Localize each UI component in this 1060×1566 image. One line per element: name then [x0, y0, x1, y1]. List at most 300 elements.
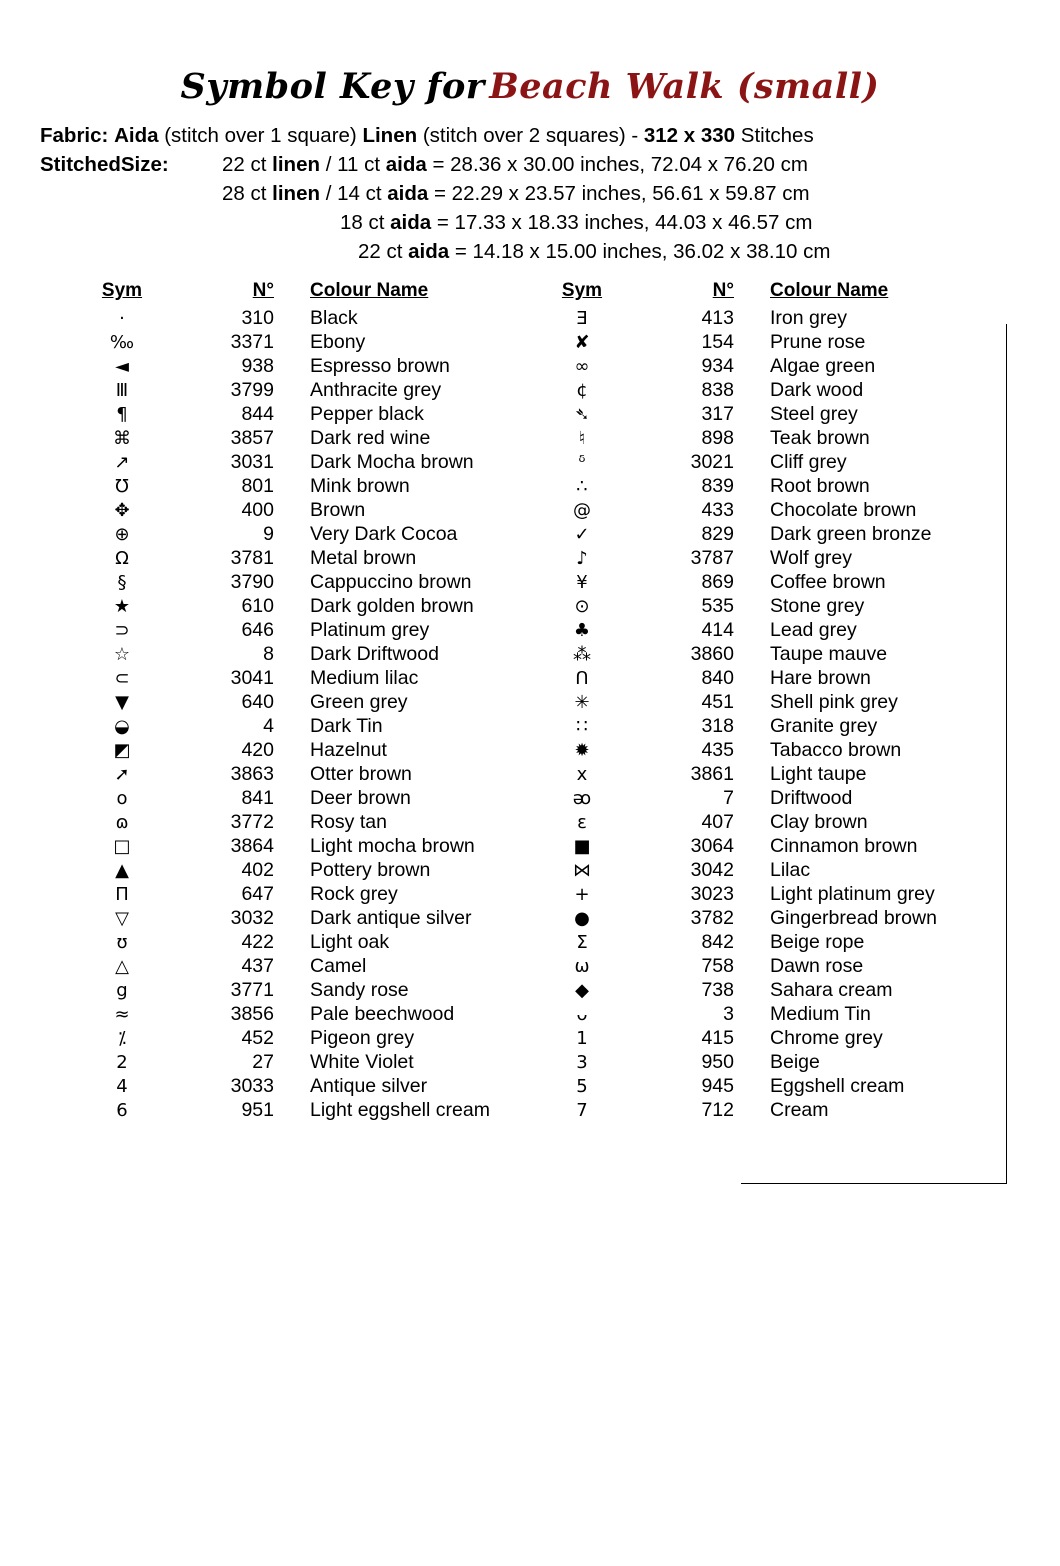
dmc-number-cell: 317: [701, 403, 734, 425]
colour-name-cell: Iron grey: [770, 307, 847, 329]
symbol-table-left: [78, 280, 538, 1122]
symbol-cell: ●: [574, 908, 590, 929]
colour-name-cell: Camel: [310, 955, 367, 977]
table-row: [538, 954, 998, 978]
symbol-cell: ◆: [575, 980, 589, 1001]
table-row: [78, 978, 538, 1002]
dmc-number-cell: 414: [701, 619, 734, 641]
dmc-number-cell: 7: [723, 787, 734, 809]
colour-name-cell: Ebony: [310, 331, 366, 353]
symbol-cell: Ⅲ: [115, 380, 129, 401]
table-row: [538, 1098, 998, 1122]
dmc-number-cell: 3772: [230, 811, 274, 833]
colour-name-cell: Metal brown: [310, 547, 417, 569]
colour-name-cell: Very Dark Cocoa: [310, 523, 458, 545]
symbol-key-tables: [0, 280, 1060, 1122]
table-row: [78, 858, 538, 882]
symbol-cell: Ω: [115, 548, 129, 569]
colour-name-cell: Dawn rose: [770, 955, 864, 977]
dmc-number-cell: 3064: [690, 835, 734, 857]
symbol-cell: g: [116, 980, 128, 1001]
table-row: [78, 330, 538, 354]
symbol-cell: §: [117, 572, 127, 593]
table-row: [538, 618, 998, 642]
dmc-number-cell: 869: [701, 571, 734, 593]
colour-name-cell: Algae green: [770, 355, 876, 377]
colour-name-cell: Stone grey: [770, 595, 865, 617]
table-row: [78, 618, 538, 642]
table-row: [538, 786, 998, 810]
size2-value: = 22.29 x 23.57 inches, 56.61 x 59.87 cm: [434, 182, 810, 205]
colour-name-cell: Antique silver: [310, 1075, 428, 1097]
table-row: [538, 1050, 998, 1074]
table-row: [78, 1026, 538, 1050]
symbol-cell: ⊕: [114, 524, 130, 545]
dmc-number-cell: 451: [701, 691, 734, 713]
symbol-cell: ¢: [576, 380, 588, 401]
colour-name-cell: Dark Driftwood: [310, 643, 439, 665]
fabric-aida: Aida: [114, 124, 159, 147]
colour-name-cell: Dark Mocha brown: [310, 451, 474, 473]
table-row: [538, 858, 998, 882]
colour-name-cell: Medium Tin: [770, 1003, 871, 1025]
key-box-right-border: [1006, 324, 1007, 1184]
dmc-number-cell: 422: [241, 931, 274, 953]
dmc-number-cell: 840: [701, 667, 734, 689]
dmc-number-cell: 844: [241, 403, 274, 425]
header-colour-name: Colour Name: [770, 280, 889, 301]
dmc-number-cell: 4: [263, 715, 274, 737]
colour-name-cell: Light platinum grey: [770, 883, 935, 905]
table-row: [78, 1050, 538, 1074]
symbol-cell: ∴: [576, 476, 588, 497]
colour-name-cell: White Violet: [310, 1051, 414, 1073]
symbol-cell: Ǝ: [576, 308, 588, 329]
key-box-bottom-border: [741, 1183, 1007, 1184]
colour-name-cell: Sandy rose: [310, 979, 409, 1001]
symbol-cell: ⊂: [114, 668, 130, 689]
colour-name-cell: Dark golden brown: [310, 595, 474, 617]
symbol-cell: ◄: [115, 356, 129, 377]
size2-fabric: linen: [272, 182, 320, 205]
stitched-size-label: StitchedSize:: [40, 153, 169, 176]
table-row: [538, 402, 998, 426]
symbol-cell: ▲: [115, 860, 129, 881]
table-body-right: [538, 306, 998, 1122]
colour-name-cell: Pottery brown: [310, 859, 431, 881]
fabric-linen-note: (stitch over 2 squares) -: [422, 124, 639, 147]
table-row: [538, 882, 998, 906]
colour-name-cell: Light oak: [310, 931, 390, 953]
symbol-cell: 4: [116, 1076, 128, 1097]
size2-sep: /: [325, 182, 332, 205]
table-row: [78, 1098, 538, 1122]
colour-name-cell: Dark antique silver: [310, 907, 472, 929]
dmc-number-cell: 3771: [230, 979, 274, 1001]
table-row: [78, 402, 538, 426]
symbol-table-right: [538, 280, 998, 1122]
table-row: [538, 570, 998, 594]
size2-count: 28 ct: [222, 182, 267, 205]
table-row: [538, 426, 998, 450]
table-row: [78, 762, 538, 786]
dmc-number-cell: 934: [701, 355, 734, 377]
symbol-cell: ℧: [115, 476, 129, 497]
table-row: [538, 378, 998, 402]
dmc-number-cell: 3799: [230, 379, 274, 401]
table-row: [538, 330, 998, 354]
dmc-number-cell: 841: [241, 787, 274, 809]
table-row: [538, 930, 998, 954]
table-row: [538, 546, 998, 570]
table-row: [538, 498, 998, 522]
dmc-number-cell: 3860: [690, 643, 734, 665]
colour-name-cell: Tabacco brown: [770, 739, 902, 761]
table-row: [78, 834, 538, 858]
symbol-cell: x: [576, 764, 588, 785]
header-sym: Sym: [561, 280, 603, 301]
table-row: [78, 690, 538, 714]
dmc-number-cell: 407: [701, 811, 734, 833]
table-row: [78, 906, 538, 930]
symbol-cell: ∷: [576, 716, 588, 737]
table-row: [78, 1074, 538, 1098]
colour-name-cell: Mink brown: [310, 475, 410, 497]
dmc-number-cell: 3021: [690, 451, 734, 473]
stitched-size-value-3: [222, 208, 1020, 237]
colour-name-cell: Sahara cream: [770, 979, 893, 1001]
colour-name-cell: Pale beechwood: [310, 1003, 455, 1025]
dmc-number-cell: 437: [241, 955, 274, 977]
dmc-number-cell: 945: [701, 1075, 734, 1097]
symbol-cell: ↗: [114, 452, 130, 473]
size1-count2: 11 ct: [337, 153, 381, 176]
dmc-number-cell: 3032: [230, 907, 274, 929]
colour-name-cell: Pigeon grey: [310, 1027, 415, 1049]
dmc-number-cell: 3023: [690, 883, 734, 905]
symbol-cell: Π: [115, 884, 129, 905]
colour-name-cell: Coffee brown: [770, 571, 886, 593]
symbol-cell: ✹: [574, 740, 590, 761]
size2-count2: 14 ct: [337, 182, 382, 205]
symbol-cell: 7: [576, 1100, 588, 1121]
symbol-cell: □: [113, 836, 131, 857]
stitched-size-row-2: [40, 179, 1020, 208]
colour-name-cell: Shell pink grey: [770, 691, 898, 713]
dmc-number-cell: 3371: [230, 331, 274, 353]
symbol-cell: Σ: [576, 932, 588, 953]
dmc-number-cell: 3861: [690, 763, 734, 785]
table-row: [538, 354, 998, 378]
dmc-number-cell: 400: [241, 499, 274, 521]
symbol-cell: ⁂: [573, 644, 591, 665]
header-num: N°: [252, 280, 274, 301]
colour-name-cell: Beige: [770, 1051, 820, 1073]
dmc-number-cell: 3: [723, 1003, 734, 1025]
colour-name-cell: Prune rose: [770, 331, 866, 353]
table-row: [538, 1002, 998, 1026]
colour-name-cell: Chrome grey: [770, 1027, 883, 1049]
table-row: [538, 978, 998, 1002]
symbol-cell: ¥: [576, 572, 588, 593]
table-row: [78, 642, 538, 666]
dmc-number-cell: 318: [701, 715, 734, 737]
colour-name-cell: Clay brown: [770, 811, 868, 833]
symbol-cell: ♪: [576, 548, 588, 569]
symbol-cell: ◒: [114, 716, 130, 737]
table-row: [538, 666, 998, 690]
stitched-size-spacer-4: [40, 237, 222, 266]
table-header-right: [538, 280, 998, 302]
symbol-cell: ✥: [114, 500, 130, 521]
symbol-cell: ⊃: [114, 620, 130, 641]
size1-sep: /: [325, 153, 332, 176]
dmc-number-cell: 3033: [230, 1075, 274, 1097]
dmc-number-cell: 8: [263, 643, 274, 665]
symbol-cell: 1: [576, 1028, 588, 1049]
dmc-number-cell: 3781: [230, 547, 274, 569]
symbol-cell: ∞: [574, 356, 590, 377]
table-row: [78, 714, 538, 738]
colour-name-cell: Taupe mauve: [770, 643, 888, 665]
fabric-line: [40, 121, 1020, 150]
stitched-size-row-1: [40, 150, 1020, 179]
table-row: [538, 738, 998, 762]
symbol-cell: ⌘: [113, 428, 131, 449]
dmc-number-cell: 938: [241, 355, 274, 377]
symbol-cell: ◩: [113, 740, 131, 761]
colour-name-cell: Cinnamon brown: [770, 835, 918, 857]
size3-count: 18 ct: [340, 211, 385, 234]
dmc-number-cell: 758: [701, 955, 734, 977]
table-row: [538, 450, 998, 474]
dmc-number-cell: 951: [241, 1099, 274, 1121]
table-row: [78, 450, 538, 474]
stitched-size-spacer-2: [40, 179, 222, 208]
symbol-cell: ¶: [116, 404, 128, 425]
dmc-number-cell: 647: [241, 883, 274, 905]
colour-name-cell: Steel grey: [770, 403, 858, 425]
table-row: [538, 762, 998, 786]
dmc-number-cell: 640: [241, 691, 274, 713]
header-colour-name: Colour Name: [310, 280, 429, 301]
symbol-cell: ≈: [114, 1004, 130, 1025]
symbol-cell: ➚: [114, 764, 130, 785]
table-row: [538, 690, 998, 714]
size3-fabric: aida: [390, 211, 432, 234]
table-row: [78, 498, 538, 522]
dmc-number-cell: 838: [701, 379, 734, 401]
table-row: [78, 1002, 538, 1026]
colour-name-cell: Hare brown: [770, 667, 871, 689]
symbol-cell: ⋈: [573, 860, 591, 881]
table-row: [78, 522, 538, 546]
colour-name-cell: Hazelnut: [310, 739, 387, 761]
colour-name-cell: Light taupe: [770, 763, 867, 785]
table-row: [78, 930, 538, 954]
symbol-cell: ✘: [574, 332, 590, 353]
table-row: [78, 738, 538, 762]
dmc-number-cell: 3857: [230, 427, 274, 449]
symbol-cell: ɷ: [115, 812, 129, 833]
dmc-number-cell: 433: [701, 499, 734, 521]
colour-name-cell: Root brown: [770, 475, 870, 497]
symbol-cell: ω: [574, 956, 590, 977]
symbol-key-page: [0, 66, 1060, 1566]
header-sym: Sym: [101, 280, 143, 301]
table-header-left: [78, 280, 538, 302]
table-row: [538, 906, 998, 930]
table-row: [78, 786, 538, 810]
fabric-linen: Linen: [362, 124, 418, 147]
stitched-size-value-1: [222, 150, 1020, 179]
table-row: [78, 954, 538, 978]
stitched-size-value-2: [222, 179, 1020, 208]
symbol-cell: 2: [116, 1052, 128, 1073]
colour-name-cell: Lilac: [770, 859, 811, 881]
dmc-number-cell: 898: [701, 427, 734, 449]
symbol-cell: ▽: [115, 908, 129, 929]
header-num: N°: [712, 280, 734, 301]
dmc-number-cell: 535: [701, 595, 734, 617]
stitch-count: 312 x 330: [643, 124, 736, 147]
table-row: [538, 474, 998, 498]
size1-fabric: linen: [272, 153, 320, 176]
stitched-size-value-4: [222, 237, 1020, 266]
symbol-cell: ▼: [115, 692, 129, 713]
dmc-number-cell: 3782: [690, 907, 734, 929]
colour-name-cell: Granite grey: [770, 715, 878, 737]
dmc-number-cell: 712: [701, 1099, 734, 1121]
symbol-cell: ᵟ: [578, 452, 586, 473]
colour-name-cell: Cliff grey: [770, 451, 847, 473]
stitch-count-suffix: Stitches: [740, 124, 814, 147]
symbol-cell: ★: [113, 596, 131, 617]
dmc-number-cell: 402: [241, 859, 274, 881]
title-design-name: Beach Walk (small): [489, 66, 880, 107]
dmc-number-cell: 413: [701, 307, 734, 329]
dmc-number-cell: 452: [241, 1027, 274, 1049]
symbol-cell: ■: [573, 836, 591, 857]
symbol-cell: 3: [576, 1052, 588, 1073]
symbol-cell: △: [115, 956, 129, 977]
stitched-size-row-3: [40, 208, 1020, 237]
colour-name-cell: Cappuccino brown: [310, 571, 472, 593]
symbol-cell: ✳: [574, 692, 590, 713]
fabric-label: Fabric:: [40, 124, 109, 147]
symbol-cell: ♮: [578, 428, 586, 449]
colour-name-cell: Light eggshell cream: [310, 1099, 490, 1121]
symbol-cell: ʊ: [116, 932, 128, 953]
symbol-cell: @: [573, 500, 591, 521]
dmc-number-cell: 3787: [690, 547, 734, 569]
symbol-cell: ⊙: [574, 596, 590, 617]
symbol-cell: 6: [116, 1100, 128, 1121]
size4-count: 22 ct: [358, 240, 403, 263]
symbol-cell: o: [116, 788, 128, 809]
dmc-number-cell: 3041: [230, 667, 274, 689]
colour-name-cell: Dark Tin: [310, 715, 383, 737]
dmc-number-cell: 9: [263, 523, 274, 545]
dmc-number-cell: 420: [241, 739, 274, 761]
symbol-cell: ➴: [574, 404, 590, 425]
dmc-number-cell: 3863: [230, 763, 274, 785]
dmc-number-cell: 27: [252, 1051, 274, 1073]
size4-value: = 14.18 x 15.00 inches, 36.02 x 38.10 cm: [454, 240, 831, 263]
colour-name-cell: Gingerbread brown: [770, 907, 937, 929]
dmc-number-cell: 950: [701, 1051, 734, 1073]
symbol-cell: +: [574, 884, 590, 905]
colour-name-cell: Dark red wine: [310, 427, 431, 449]
table-row: [538, 714, 998, 738]
table-row: [538, 810, 998, 834]
colour-name-cell: Wolf grey: [770, 547, 852, 569]
colour-name-cell: Rosy tan: [310, 811, 387, 833]
symbol-cell: ☆: [113, 644, 131, 665]
colour-name-cell: Rock grey: [310, 883, 398, 905]
dmc-number-cell: 801: [241, 475, 274, 497]
colour-name-cell: Black: [310, 307, 358, 329]
table-row: [78, 810, 538, 834]
colour-name-cell: Anthracite grey: [310, 379, 442, 401]
table-row: [78, 882, 538, 906]
symbol-cell: 5: [576, 1076, 588, 1097]
dmc-number-cell: 839: [701, 475, 734, 497]
table-row: [78, 354, 538, 378]
table-row: [78, 474, 538, 498]
colour-name-cell: Chocolate brown: [770, 499, 917, 521]
dmc-number-cell: 3031: [230, 451, 274, 473]
colour-name-cell: Beige rope: [770, 931, 865, 953]
table-row: [538, 642, 998, 666]
table-row: [78, 378, 538, 402]
colour-name-cell: Deer brown: [310, 787, 411, 809]
symbol-cell: ᑎ: [575, 668, 589, 689]
colour-name-cell: Dark green bronze: [770, 523, 932, 545]
colour-name-cell: Lead grey: [770, 619, 857, 641]
dmc-number-cell: 842: [701, 931, 734, 953]
dmc-number-cell: 646: [241, 619, 274, 641]
fabric-info-block: [0, 121, 1060, 266]
table-row: [538, 834, 998, 858]
symbol-cell: ‰: [109, 332, 135, 353]
table-row: [538, 306, 998, 330]
table-row: [538, 522, 998, 546]
colour-name-cell: Platinum grey: [310, 619, 430, 641]
size1-value: = 28.36 x 30.00 inches, 72.04 x 76.20 cm: [432, 153, 808, 176]
table-row: [538, 1026, 998, 1050]
table-row: [78, 426, 538, 450]
dmc-number-cell: 3042: [690, 859, 734, 881]
stitched-size-row-4: [40, 237, 1020, 266]
symbol-cell: ♣: [573, 620, 591, 641]
dmc-number-cell: 154: [701, 331, 734, 353]
symbol-cell: ✓: [574, 524, 590, 545]
colour-name-cell: Pepper black: [310, 403, 424, 425]
symbol-cell: ᴔ: [572, 788, 592, 809]
table-row: [78, 306, 538, 330]
symbol-cell: ⁒: [117, 1028, 127, 1049]
colour-name-cell: Medium lilac: [310, 667, 419, 689]
dmc-number-cell: 738: [701, 979, 734, 1001]
colour-name-cell: Brown: [310, 499, 366, 521]
dmc-number-cell: 610: [241, 595, 274, 617]
colour-name-cell: Espresso brown: [310, 355, 450, 377]
symbol-cell: ɛ: [577, 812, 587, 833]
dmc-number-cell: 829: [701, 523, 734, 545]
table-row: [538, 1074, 998, 1098]
symbol-cell: ᴗ: [576, 1004, 588, 1025]
